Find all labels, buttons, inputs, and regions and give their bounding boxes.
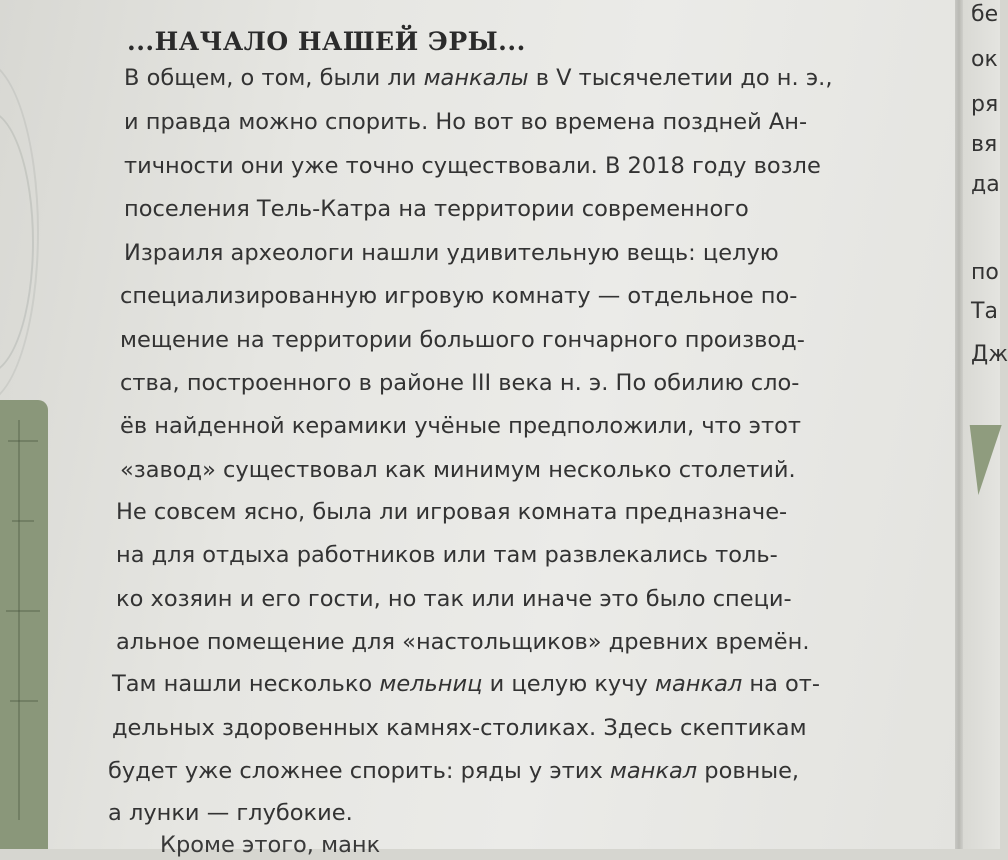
text-segment: и целую кучу — [482, 671, 655, 697]
text-segment: ровные, — [697, 758, 800, 784]
paragraph-line — [124, 63, 832, 93]
text-segment: ко хозяин и его гости, но так или иначе это было специ- — [116, 586, 792, 612]
text-segment: В общем, о том, были ли — [124, 65, 424, 91]
paragraph-line — [108, 798, 353, 828]
text-segment: специализированную игровую комнату — отдельное по- — [120, 283, 798, 309]
italic-term: манкалы — [423, 65, 529, 91]
right-page-text-fragment: ок — [971, 47, 998, 72]
paragraph-line — [108, 756, 799, 786]
paragraph-line — [116, 497, 787, 527]
paragraph-line — [116, 540, 778, 570]
right-page-text-fragment: вя — [971, 132, 998, 157]
italic-term: мельниц — [379, 671, 483, 697]
text-segment: а лунки — глубокие. — [108, 800, 353, 826]
text-segment: Не совсем ясно, была ли игровая комната предназначе- — [116, 499, 788, 525]
text-segment: будет уже сложнее спорить: ряды у этих — [108, 758, 610, 784]
decorative-swirl-outer — [0, 60, 39, 404]
paragraph-line — [124, 151, 821, 181]
text-segment: альное помещение для «настольщиков» древних времён. — [116, 629, 810, 655]
text-segment: мещение на территории большого гончарного производ- — [120, 327, 805, 353]
right-page-text-fragment: Дж — [971, 342, 1008, 367]
paragraph-line — [120, 325, 805, 355]
decorative-stone-illustration — [0, 400, 48, 849]
paragraph-line — [116, 627, 810, 657]
right-page-text-fragment: ря — [971, 92, 999, 117]
text-segment: в V тысячелетии до н. э., — [528, 65, 833, 91]
text-segment: на для отдыха работников или там развлекались толь- — [116, 542, 778, 568]
right-page-text-fragment: да — [971, 172, 1000, 197]
paragraph-line — [124, 194, 749, 224]
italic-term: манкал — [609, 758, 698, 784]
text-segment: «завод» существовал как минимум несколько столетий. — [120, 457, 796, 483]
paragraph-line — [124, 107, 807, 137]
book-gutter — [955, 0, 963, 849]
text-segment: тичности они уже точно существовали. В 2018 году возле — [124, 153, 821, 179]
paragraph-line — [112, 669, 820, 699]
text-segment: дельных здоровенных камнях-столиках. Здесь скептикам — [112, 715, 807, 741]
right-page-text-fragment: по — [971, 260, 999, 285]
italic-term: манкал — [655, 671, 743, 697]
text-segment: поселения Тель-Катра на территории современного — [124, 196, 749, 222]
section-heading: ...НАЧАЛО НАШЕЙ ЭРЫ... — [127, 27, 526, 56]
paragraph-line — [116, 584, 792, 614]
partial-next-line: Кроме этого, манк — [160, 832, 381, 858]
paragraph-line — [120, 281, 797, 311]
paragraph-line — [120, 411, 801, 441]
text-segment: Израиля археологи нашли удивительную вещь: целую — [124, 240, 779, 266]
right-page-text-fragment: Та — [971, 299, 998, 324]
text-segment: ства, построенного в районе III века н. э. По обилию сло- — [120, 370, 800, 396]
text-segment: и правда можно спорить. Но вот во времена поздней Ан- — [124, 109, 808, 135]
paragraph-line — [120, 455, 796, 485]
text-segment: Там нашли несколько — [112, 671, 380, 697]
paragraph-line — [120, 368, 799, 398]
text-segment: ёв найденной керамики учёные предположили, что этот — [120, 413, 801, 439]
right-page-text-fragment: бе — [971, 2, 999, 27]
text-segment: на от- — [742, 671, 821, 697]
paragraph-line — [124, 238, 779, 268]
paragraph-line — [112, 713, 807, 743]
